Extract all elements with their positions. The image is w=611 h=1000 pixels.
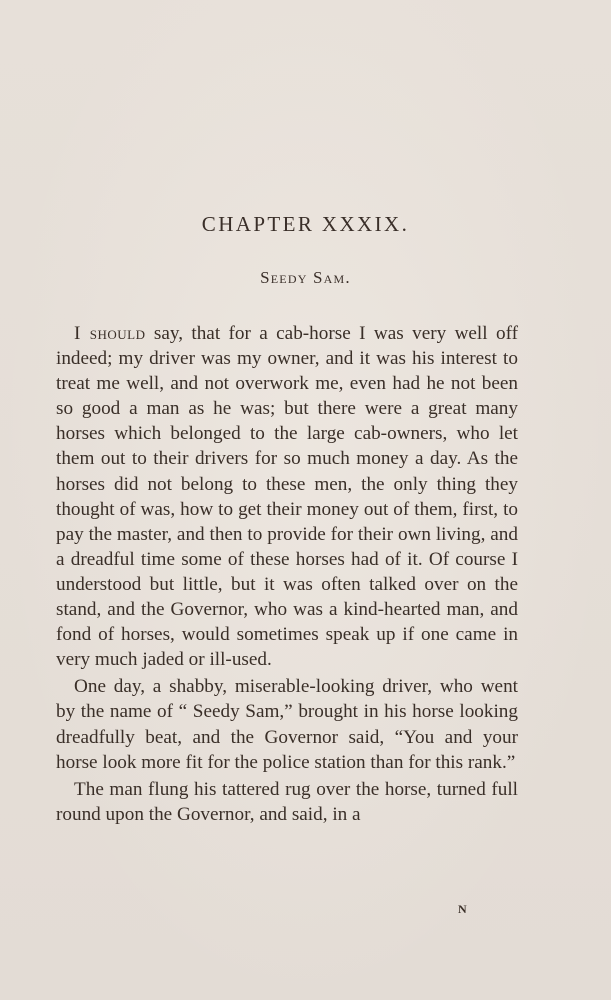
paragraph-2: One day, a shabby, miserable-looking driver, who went by the name of “ Seedy Sam,” brought in his horse looking dreadfully beat, and the Governor said, “You and your horse look more fit for the police station than for this rank.” [56,676,518,773]
paragraph-1-text: say, that for a cab-horse I was very well off indeed; my driver was my owner, and it was his interest to treat me well, and not overwork me, even had he not been so good a man as he was; but there were a great many horses which belonged to the large cab-owners, who let them out to their drivers for so much money a day. As the horses did not belong to these men, the only thing they thought of was, how to get their money out of them, first, to pay the master, and then to provide for their own living, and a dreadful time some of these horses had of it. Of course I understood but little, but it was often talked over on the stand, and the Governor, who was a kind-hearted man, and fond of horses, would sometimes speak up if one came in very much jaded or ill-used. [56,323,518,671]
paragraph-3: The man flung his tattered rug over the horse, turned full round upon the Governor, and said, in a [56,778,518,825]
chapter-title: CHAPTER XXXIX. [201,212,410,236]
chapter-subtitle: Seedy Sam. [260,268,351,287]
body-text [56,321,518,827]
signature-mark: N [458,902,467,916]
paragraph-1-lead: I should [74,323,146,344]
paragraph-1 [56,321,518,672]
